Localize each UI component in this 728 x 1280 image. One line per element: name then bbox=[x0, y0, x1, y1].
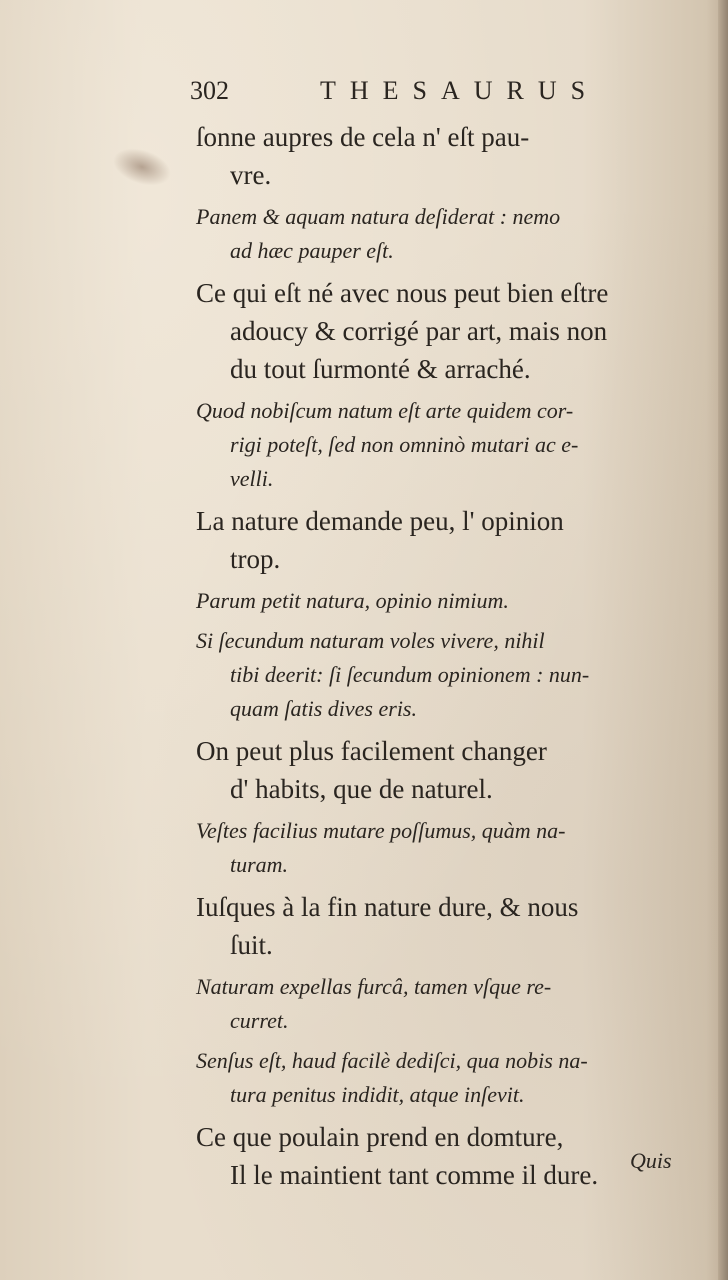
running-title: THESAURUS bbox=[320, 76, 600, 105]
proverb-line: d' habits, que de naturel. bbox=[230, 774, 493, 804]
running-head bbox=[190, 72, 640, 112]
proverb-line: Iuſques à la fin nature dure, & nous bbox=[196, 892, 579, 922]
proverb-line: Naturam expellas furcâ, tamen vſque re- bbox=[196, 974, 552, 999]
french-proverb bbox=[196, 502, 716, 578]
french-proverb bbox=[196, 118, 716, 194]
proverb-line: tibi deerit: ſi ſecundum opinionem : nun- bbox=[230, 662, 590, 687]
proverb-line: ſonne aupres de cela n' eſt pau- bbox=[196, 122, 530, 152]
proverb-list bbox=[196, 118, 716, 1200]
proverb-line: vre. bbox=[230, 160, 272, 190]
proverb-line: tura penitus indidit, atque inſevit. bbox=[230, 1082, 525, 1107]
latin-proverb bbox=[196, 394, 716, 496]
latin-proverb bbox=[196, 584, 716, 618]
latin-proverb bbox=[196, 814, 716, 882]
latin-proverb bbox=[196, 1044, 716, 1112]
french-proverb bbox=[196, 888, 716, 964]
proverb-line: quam ſatis dives eris. bbox=[230, 696, 417, 721]
proverb-line: On peut plus facilement changer bbox=[196, 736, 547, 766]
proverb-line: Si ſecundum naturam voles vivere, nihil bbox=[196, 628, 545, 653]
proverb-line: Parum petit natura, opinio nimium. bbox=[196, 588, 509, 613]
proverb-line: Veſtes facilius mutare poſſumus, quàm na- bbox=[196, 818, 566, 843]
proverb-line: Panem & aquam natura deſiderat : nemo bbox=[196, 204, 561, 229]
catchword: Quis bbox=[630, 1148, 672, 1173]
latin-proverb bbox=[196, 200, 716, 268]
french-proverb bbox=[196, 274, 716, 388]
proverb-line: Il le maintient tant comme il dure. bbox=[230, 1160, 599, 1190]
proverb-line: turam. bbox=[230, 852, 289, 877]
proverb-line: rigi poteſt, ſed non omninò mutari ac e- bbox=[230, 432, 579, 457]
proverb-line: Quod nobiſcum natum eſt arte quidem cor- bbox=[196, 398, 574, 423]
proverb-line: ſuit. bbox=[230, 930, 273, 960]
ink-stain bbox=[108, 142, 176, 193]
proverb-line: Senſus eſt, haud facilè dediſci, qua nobis na- bbox=[196, 1048, 588, 1073]
proverb-line: Ce qui eſt né avec nous peut bien eſtre bbox=[196, 278, 609, 308]
proverb-line: Ce que poulain prend en domture, bbox=[196, 1122, 564, 1152]
page-number: 302 bbox=[190, 76, 229, 105]
proverb-line: du tout ſurmonté & arraché. bbox=[230, 354, 531, 384]
proverb-line: velli. bbox=[230, 466, 274, 491]
proverb-line: La nature demande peu, l' opinion bbox=[196, 506, 564, 536]
proverb-line: trop. bbox=[230, 544, 281, 574]
proverb-line: curret. bbox=[230, 1008, 289, 1033]
latin-proverb bbox=[196, 970, 716, 1038]
french-proverb bbox=[196, 732, 716, 808]
proverb-line: adoucy & corrigé par art, mais non bbox=[230, 316, 608, 346]
page-gutter bbox=[718, 0, 728, 1280]
proverb-line: ad hæc pauper eſt. bbox=[230, 238, 394, 263]
latin-proverb bbox=[196, 624, 716, 726]
